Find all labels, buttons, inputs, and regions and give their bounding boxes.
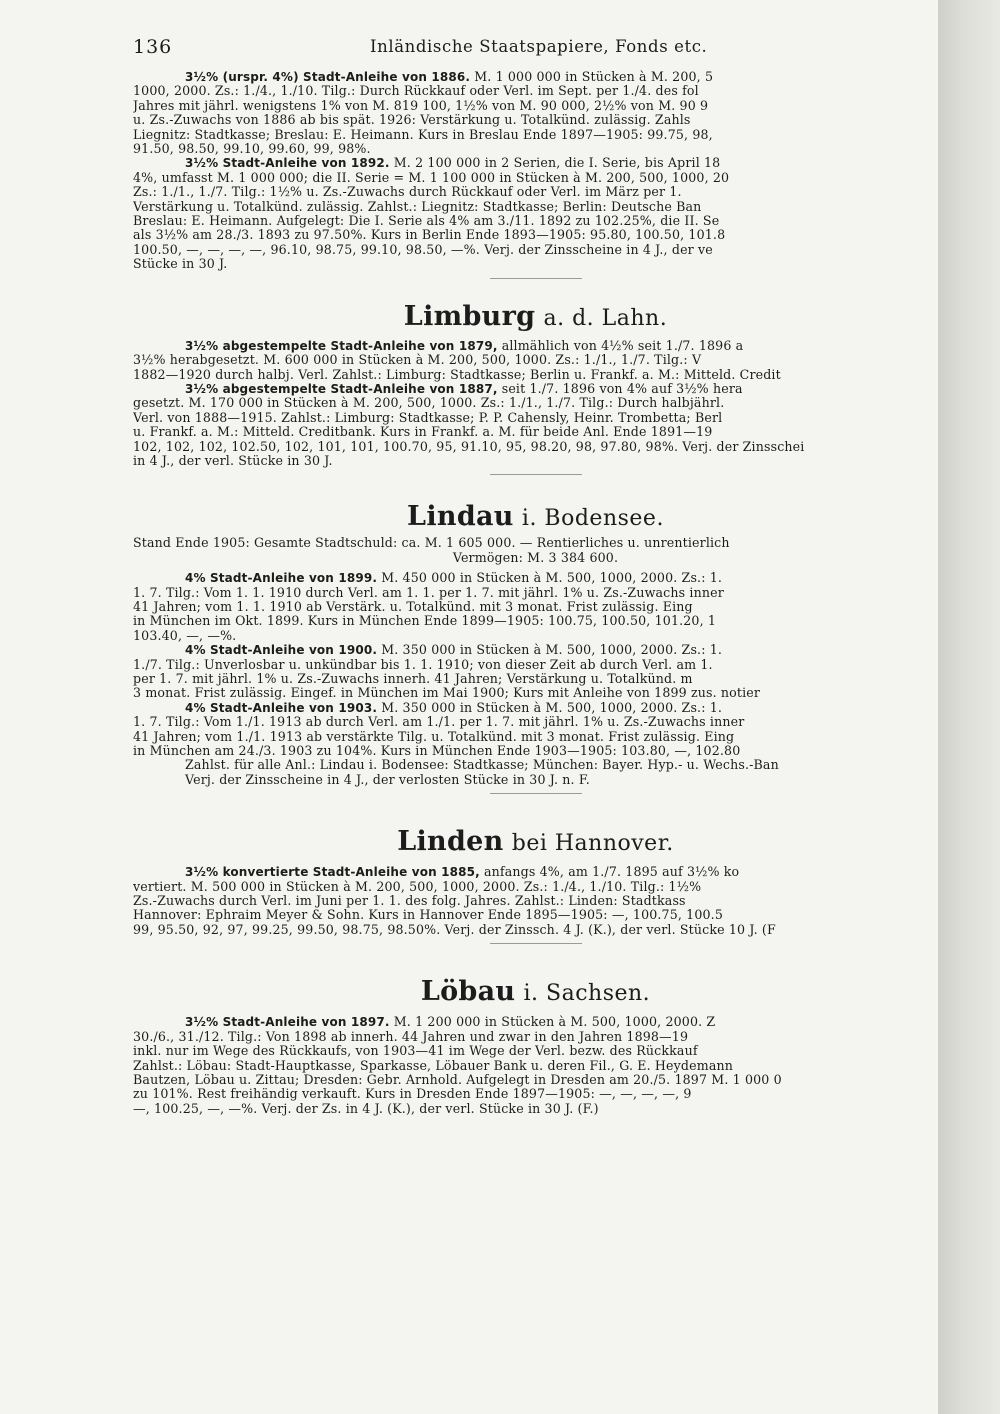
text-line: 3½% abgestempelte Stadt-Anleihe von 1879, allmählich von 4½% seit 1./7. 1896 a: [185, 338, 744, 353]
text-line: Verstärkung u. Totalkünd. zulässig. Zahlst.: Liegnitz: Stadtkasse; Berlin: Deutsche Ban: [133, 199, 702, 214]
section-divider: [490, 474, 582, 475]
text-line: Liegnitz: Stadtkasse; Breslau: E. Heimann. Kurs in Breslau Ende 1897—1905: 99.75, 98,: [133, 127, 713, 142]
text-line: Zs.-Zuwachs durch Verl. im Juni per 1. 1. des folg. Jahres. Zahlst.: Linden: Stadtkass: [133, 894, 686, 909]
text-line: Stand Ende 1905: Gesamte Stadtschuld: ca. M. 1 605 000. — Rentierliches u. unrentierlich: [133, 536, 730, 551]
liegnitz-loan-1886: [133, 70, 938, 156]
text-line: u. Zs.-Zuwachs von 1886 ab bis spät. 1926: Verstärkung u. Totalkünd. zulässig. Zahls: [133, 113, 691, 128]
section-heading-loebau: [133, 976, 938, 1007]
lindau-stand: [133, 536, 938, 565]
text-line: Bautzen, Löbau u. Zittau; Dresden: Gebr. Arnhold. Aufgelegt in Dresden am 20./5. 1897 M. 1 000 0: [133, 1072, 782, 1087]
text-line: 41 Jahren; vom 1./1. 1913 ab verstärkte Tilg. u. Totalkünd. mit 3 monat. Frist zulässig. Eing: [133, 729, 735, 744]
text-line: Stücke in 30 J.: [133, 257, 228, 272]
text-line: 1000, 2000. Zs.: 1./4., 1./10. Tilg.: Durch Rückkauf oder Verl. im Sept. per 1./4. des fol: [133, 84, 699, 99]
running-title: Inländische Staatspapiere, Fonds etc.: [370, 37, 708, 56]
text-line: 3½% herabgesetzt. M. 600 000 in Stücken à M. 200, 500, 1000. Zs.: 1./1., 1./7. Tilg.: V: [133, 353, 702, 368]
text-line: 91.50, 98.50, 99.10, 99.60, 99, 98%.: [133, 142, 371, 157]
lindau-loan-1900: [133, 643, 938, 701]
city-name: Limburg: [403, 300, 536, 332]
text-line: 3½% (urspr. 4%) Stadt-Anleihe von 1886. M. 1 000 000 in Stücken à M. 200, 5: [185, 70, 714, 84]
text-line: 3½% Stadt-Anleihe von 1892. M. 2 100 000 in 2 Serien, die I. Serie, bis April 18: [185, 156, 721, 171]
text-line: 99, 95.50, 92, 97, 99.25, 99.50, 98.75, 98.50%. Verj. der Zinssch. 4 J. (K.), der verl. Stücke 10 J. (F: [133, 922, 776, 937]
text-line: zu 101%. Rest freihändig verkauft. Kurs in Dresden Ende 1897—1905: —, —, —, —, 9: [133, 1087, 692, 1102]
text-line: Jahres mit jährl. wenigstens 1% von M. 819 100, 1½% von M. 90 000, 2½% von M. 90 9: [133, 98, 709, 113]
text-line: Vermögen: M. 3 384 600.: [452, 550, 619, 565]
liegnitz-loan-1892: [133, 156, 938, 271]
text-line: 3½% abgestempelte Stadt-Anleihe von 1887, seit 1./7. 1896 von 4% auf 3½% hera: [185, 381, 743, 396]
text-line: Verj. der Zinsscheine in 4 J., der verlosten Stücke in 30 J. n. F.: [185, 772, 590, 787]
text-line: Zahlst. für alle Anl.: Lindau i. Bodensee: Stadtkasse; München: Bayer. Hyp.- u. Wechs.-Ban: [185, 758, 779, 773]
text-line: 102, 102, 102, 102.50, 102, 101, 101, 100.70, 95, 91.10, 95, 98.20, 98, 97.80, 98%. Verj. der Zinsschei: [133, 439, 805, 454]
section-divider: [490, 278, 582, 279]
lindau-loan-1899: [133, 571, 938, 643]
text-line: 3½% Stadt-Anleihe von 1897. M. 1 200 000 in Stücken à M. 500, 1000, 2000. Z: [185, 1015, 716, 1030]
city-name: Lindau: [407, 501, 514, 533]
section-divider: [490, 943, 582, 944]
text-line: 100.50, —, —, —, —, 96.10, 98.75, 99.10, 98.50, —%. Verj. der Zinsscheine in 4 J., der ve: [133, 242, 713, 257]
page-edge: [938, 0, 1000, 1414]
text-line: in 4 J., der verl. Stücke in 30 J.: [133, 453, 333, 468]
section-divider: [490, 793, 582, 794]
text-line: 3½% konvertierte Stadt-Anleihe von 1885, anfangs 4%, am 1./7. 1895 auf 3½% ko: [185, 865, 740, 880]
limburg-loan-1887: [133, 382, 938, 468]
page-number: 136: [133, 36, 173, 58]
text-line: Zahlst.: Löbau: Stadt-Hauptkasse, Sparkasse, Löbauer Bank u. deren Fil., G. E. Heydemann: [133, 1058, 733, 1073]
linden-loan-1885: [133, 865, 938, 937]
text-line: 30./6., 31./12. Tilg.: Von 1898 ab innerh. 44 Jahren und zwar in den Jahren 1898—19: [133, 1029, 689, 1044]
section-heading-lindau: [133, 501, 938, 532]
city-suffix: a. d. Lahn.: [543, 305, 668, 331]
text-line: 1. 7. Tilg.: Vom 1. 1. 1910 durch Verl. am 1. 1. per 1. 7. mit jährl. 1% u. Zs.-Zuwachs inner: [133, 585, 724, 600]
text-line: 41 Jahren; vom 1. 1. 1910 ab Verstärk. u. Totalkünd. mit 3 monat. Frist zulässig. Eing: [133, 599, 693, 614]
text-line: per 1. 7. mit jährl. 1% u. Zs.-Zuwachs innerh. 41 Jahren; Verstärkung u. Totalkünd. m: [133, 672, 693, 686]
page-header: [133, 36, 933, 60]
section-heading-limburg: [133, 301, 938, 332]
text-line: u. Frankf. a. M.: Mitteld. Creditbank. Kurs in Frankf. a. M. für beide Anl. Ende 1891—19: [133, 425, 713, 440]
text-line: 1./7. Tilg.: Unverlosbar u. unkündbar bis 1. 1. 1910; von dieser Zeit ab durch Verl. am 1.: [133, 657, 713, 672]
loebau-loan-1897: [133, 1015, 938, 1116]
section-heading-linden: [133, 826, 938, 857]
city-suffix: i. Sachsen.: [523, 981, 651, 1007]
text-line: 3 monat. Frist zulässig. Eingef. in München im Mai 1900; Kurs mit Anleihe von 1899 zus. notier: [133, 686, 761, 701]
text-line: —, 100.25, —, —%. Verj. der Zs. in 4 J. (K.), der verl. Stücke in 30 J. (F.): [133, 1101, 599, 1116]
city-suffix: bei Hannover.: [511, 831, 674, 857]
text-line: vertiert. M. 500 000 in Stücken à M. 200, 500, 1000, 2000. Zs.: 1./4., 1./10. Tilg.: 1½%: [133, 879, 702, 894]
text-line: 4% Stadt-Anleihe von 1899. M. 450 000 in Stücken à M. 500, 1000, 2000. Zs.: 1.: [185, 571, 723, 586]
text-line: Verl. von 1888—1915. Zahlst.: Limburg: Stadtkasse; P. P. Cahensly, Heinr. Trombetta; Berl: [133, 410, 723, 425]
city-suffix: i. Bodensee.: [521, 506, 664, 532]
text-line: 1. 7. Tilg.: Vom 1./1. 1913 ab durch Verl. am 1./1. per 1. 7. mit jährl. 1% u. Zs.-Zuwachs inner: [133, 715, 745, 730]
text-line: Breslau: E. Heimann. Aufgelegt: Die I. Serie als 4% am 3./11. 1892 zu 102.25%, die II. Se: [133, 214, 720, 229]
limburg-loan-1879: [133, 339, 938, 382]
text-line: in München am 24./3. 1903 zu 104%. Kurs in München Ende 1903—1905: 103.80, —, 102.80: [133, 744, 741, 759]
text-line: inkl. nur im Wege des Rückkaufs, von 1903—41 im Wege der Verl. bezw. des Rückkauf: [133, 1044, 698, 1059]
text-line: gesetzt. M. 170 000 in Stücken à M. 200, 500, 1000. Zs.: 1./1., 1./7. Tilg.: Durch halbjährl.: [133, 396, 725, 411]
text-line: 1882—1920 durch halbj. Verl. Zahlst.: Limburg: Stadtkasse; Berlin u. Frankf. a. M.: Mitteld. Credit: [133, 367, 781, 382]
city-name: Löbau: [420, 976, 516, 1008]
lindau-loan-1903: [133, 701, 938, 787]
text-line: 4% Stadt-Anleihe von 1903. M. 350 000 in Stücken à M. 500, 1000, 2000. Zs.: 1.: [185, 700, 723, 715]
text-line: 4% Stadt-Anleihe von 1900. M. 350 000 in Stücken à M. 500, 1000, 2000. Zs.: 1.: [185, 643, 723, 658]
text-line: 4%, umfasst M. 1 000 000; die II. Serie = M. 1 100 000 in Stücken à M. 200, 500, 1000, 20: [133, 170, 730, 185]
text-line: als 3½% am 28./3. 1893 zu 97.50%. Kurs in Berlin Ende 1893—1905: 95.80, 100.50, 101.8: [133, 228, 726, 243]
text-line: Hannover: Ephraim Meyer & Sohn. Kurs in Hannover Ende 1895—1905: —, 100.75, 100.5: [133, 908, 723, 923]
text-line: in München im Okt. 1899. Kurs in München Ende 1899—1905: 100.75, 100.50, 101.20, 1: [133, 614, 717, 629]
text-line: Zs.: 1./1., 1./7. Tilg.: 1½% u. Zs.-Zuwachs durch Rückkauf oder Verl. im März per 1.: [133, 185, 682, 200]
page-content: [133, 70, 938, 1380]
city-name: Linden: [397, 826, 504, 858]
text-line: 103.40, —, —%.: [133, 628, 237, 643]
